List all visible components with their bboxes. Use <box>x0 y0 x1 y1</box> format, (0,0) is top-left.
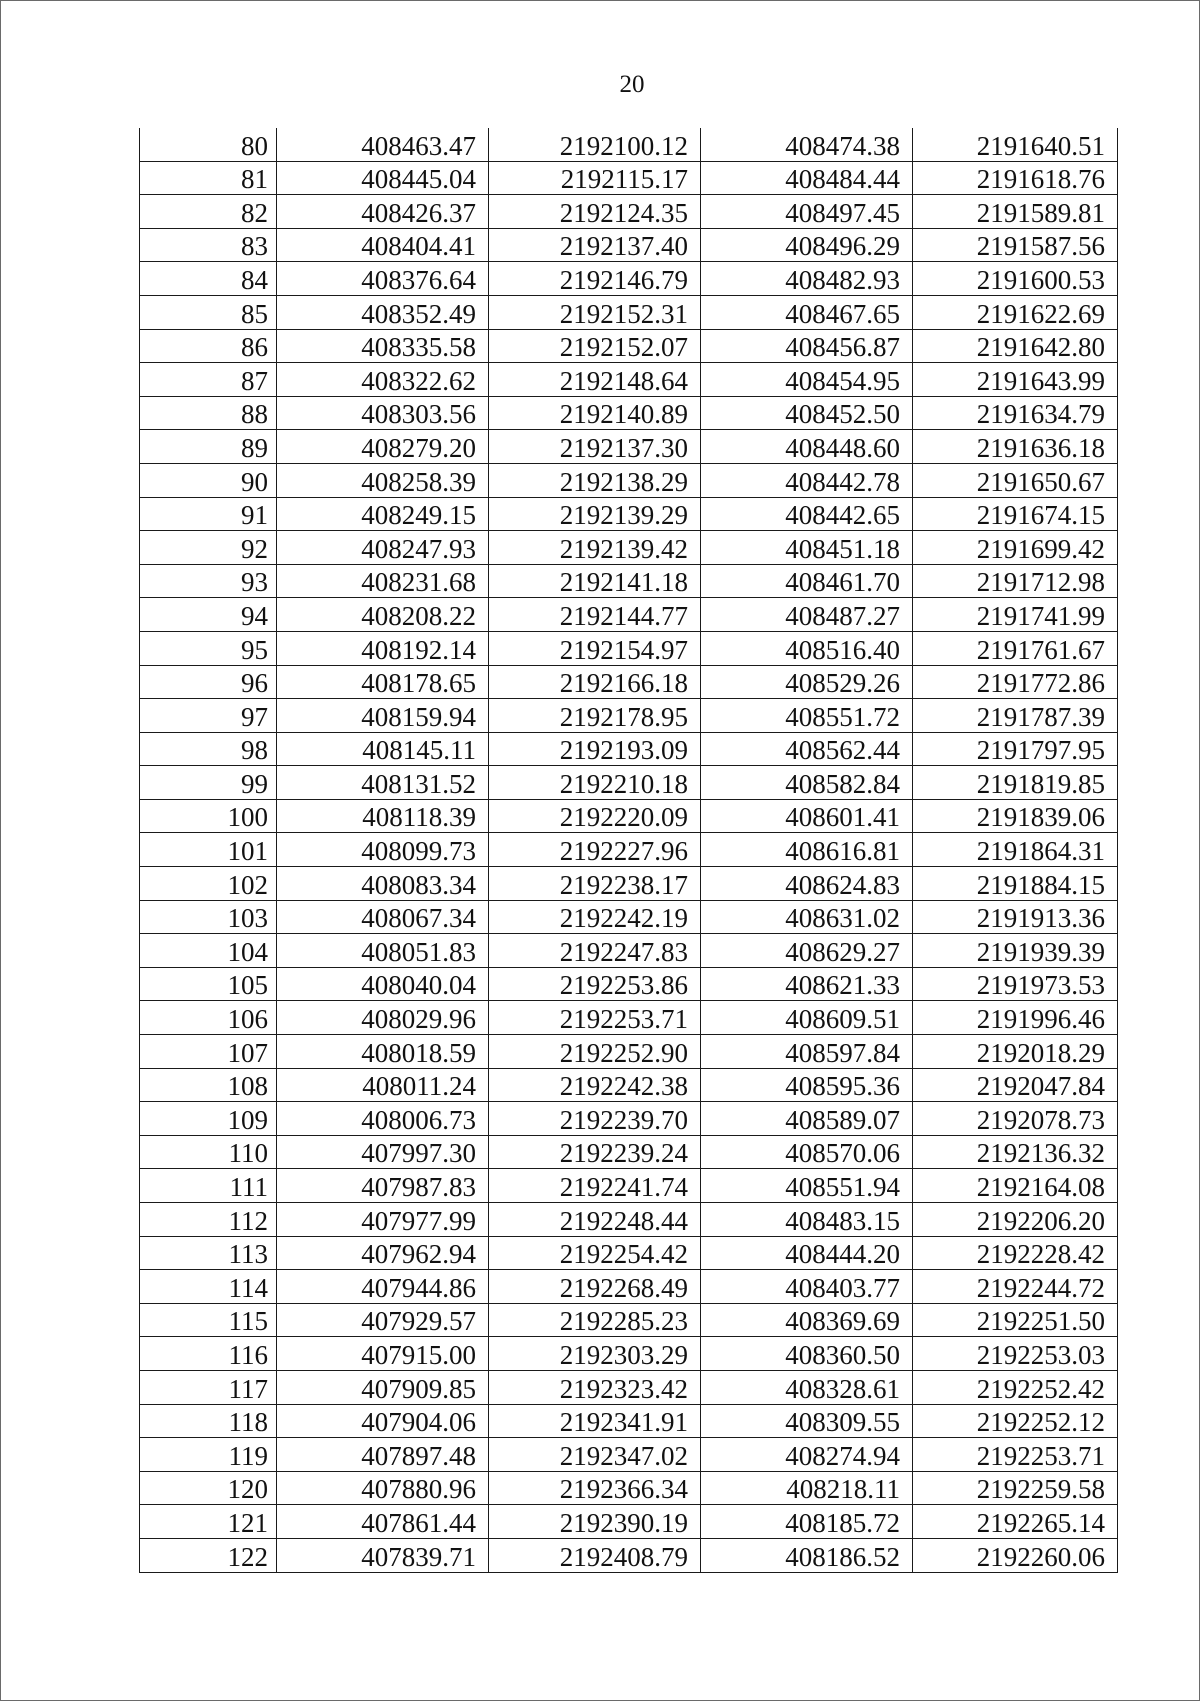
point-number-cell: 120 <box>140 1471 277 1505</box>
y2-cell: 2192047.84 <box>913 1068 1118 1102</box>
y2-cell: 2191797.95 <box>913 732 1118 766</box>
x2-cell: 408456.87 <box>701 329 913 363</box>
point-number-cell: 80 <box>140 128 277 161</box>
x2-cell: 408601.41 <box>701 799 913 833</box>
table-row <box>140 195 1118 229</box>
x2-cell: 408309.55 <box>701 1404 913 1438</box>
table-row <box>140 1203 1118 1237</box>
table-row <box>140 128 1118 161</box>
x1-cell: 408192.14 <box>277 631 489 665</box>
y2-cell: 2192164.08 <box>913 1169 1118 1203</box>
table-row <box>140 967 1118 1001</box>
point-number-cell: 111 <box>140 1169 277 1203</box>
table-row <box>140 699 1118 733</box>
x2-cell: 408629.27 <box>701 934 913 968</box>
y1-cell: 2192140.89 <box>489 396 701 430</box>
table-row <box>140 665 1118 699</box>
table-row <box>140 497 1118 531</box>
x2-cell: 408631.02 <box>701 900 913 934</box>
table-row <box>140 934 1118 968</box>
point-number-cell: 102 <box>140 867 277 901</box>
coordinate-table <box>139 128 1118 1573</box>
table-row <box>140 1102 1118 1136</box>
x2-cell: 408185.72 <box>701 1505 913 1539</box>
x2-cell: 408551.72 <box>701 699 913 733</box>
point-number-cell: 84 <box>140 262 277 296</box>
y1-cell: 2192115.17 <box>489 161 701 195</box>
x1-cell: 408249.15 <box>277 497 489 531</box>
y2-cell: 2191636.18 <box>913 430 1118 464</box>
y1-cell: 2192347.02 <box>489 1438 701 1472</box>
y2-cell: 2191640.51 <box>913 128 1118 161</box>
y1-cell: 2192141.18 <box>489 564 701 598</box>
y2-cell: 2192260.06 <box>913 1538 1118 1572</box>
x2-cell: 408274.94 <box>701 1438 913 1472</box>
x2-cell: 408218.11 <box>701 1471 913 1505</box>
point-number-cell: 115 <box>140 1303 277 1337</box>
y2-cell: 2191884.15 <box>913 867 1118 901</box>
y2-cell: 2191913.36 <box>913 900 1118 934</box>
point-number-cell: 105 <box>140 967 277 1001</box>
x1-cell: 408404.41 <box>277 228 489 262</box>
point-number-cell: 92 <box>140 531 277 565</box>
y2-cell: 2191618.76 <box>913 161 1118 195</box>
y1-cell: 2192303.29 <box>489 1337 701 1371</box>
x2-cell: 408516.40 <box>701 631 913 665</box>
y1-cell: 2192390.19 <box>489 1505 701 1539</box>
y1-cell: 2192148.64 <box>489 363 701 397</box>
x1-cell: 407861.44 <box>277 1505 489 1539</box>
x2-cell: 408461.70 <box>701 564 913 598</box>
x1-cell: 407929.57 <box>277 1303 489 1337</box>
x1-cell: 408303.56 <box>277 396 489 430</box>
y1-cell: 2192323.42 <box>489 1370 701 1404</box>
point-number-cell: 121 <box>140 1505 277 1539</box>
y1-cell: 2192366.34 <box>489 1471 701 1505</box>
x2-cell: 408444.20 <box>701 1236 913 1270</box>
x1-cell: 408376.64 <box>277 262 489 296</box>
y2-cell: 2191589.81 <box>913 195 1118 229</box>
point-number-cell: 122 <box>140 1538 277 1572</box>
x1-cell: 408352.49 <box>277 295 489 329</box>
y1-cell: 2192252.90 <box>489 1035 701 1069</box>
y2-cell: 2191634.79 <box>913 396 1118 430</box>
x1-cell: 408011.24 <box>277 1068 489 1102</box>
x2-cell: 408609.51 <box>701 1001 913 1035</box>
point-number-cell: 108 <box>140 1068 277 1102</box>
table-row <box>140 262 1118 296</box>
table-row <box>140 799 1118 833</box>
y2-cell: 2191643.99 <box>913 363 1118 397</box>
table-row <box>140 1538 1118 1572</box>
point-number-cell: 89 <box>140 430 277 464</box>
x2-cell: 408570.06 <box>701 1135 913 1169</box>
x1-cell: 408131.52 <box>277 766 489 800</box>
y1-cell: 2192254.42 <box>489 1236 701 1270</box>
point-number-cell: 103 <box>140 900 277 934</box>
x1-cell: 408083.34 <box>277 867 489 901</box>
table-row <box>140 363 1118 397</box>
point-number-cell: 119 <box>140 1438 277 1472</box>
y2-cell: 2191939.39 <box>913 934 1118 968</box>
x2-cell: 408496.29 <box>701 228 913 262</box>
x2-cell: 408487.27 <box>701 598 913 632</box>
x1-cell: 407880.96 <box>277 1471 489 1505</box>
point-number-cell: 91 <box>140 497 277 531</box>
x1-cell: 407997.30 <box>277 1135 489 1169</box>
y1-cell: 2192146.79 <box>489 262 701 296</box>
y2-cell: 2191712.98 <box>913 564 1118 598</box>
y2-cell: 2192078.73 <box>913 1102 1118 1136</box>
point-number-cell: 101 <box>140 833 277 867</box>
x2-cell: 408482.93 <box>701 262 913 296</box>
table-row <box>140 463 1118 497</box>
point-number-cell: 95 <box>140 631 277 665</box>
table-row <box>140 1068 1118 1102</box>
y1-cell: 2192139.29 <box>489 497 701 531</box>
point-number-cell: 83 <box>140 228 277 262</box>
table-row <box>140 564 1118 598</box>
y1-cell: 2192220.09 <box>489 799 701 833</box>
table-row <box>140 1135 1118 1169</box>
x2-cell: 408551.94 <box>701 1169 913 1203</box>
table-row <box>140 1370 1118 1404</box>
y1-cell: 2192238.17 <box>489 867 701 901</box>
table-row <box>140 631 1118 665</box>
point-number-cell: 106 <box>140 1001 277 1035</box>
x1-cell: 408099.73 <box>277 833 489 867</box>
y1-cell: 2192253.71 <box>489 1001 701 1035</box>
y2-cell: 2192228.42 <box>913 1236 1118 1270</box>
table-row <box>140 1035 1118 1069</box>
table-row <box>140 430 1118 464</box>
y1-cell: 2192178.95 <box>489 699 701 733</box>
coordinate-table-body <box>140 128 1118 1572</box>
table-row <box>140 1001 1118 1035</box>
y1-cell: 2192408.79 <box>489 1538 701 1572</box>
x1-cell: 407897.48 <box>277 1438 489 1472</box>
x2-cell: 408442.65 <box>701 497 913 531</box>
y1-cell: 2192227.96 <box>489 833 701 867</box>
y2-cell: 2191741.99 <box>913 598 1118 632</box>
x2-cell: 408360.50 <box>701 1337 913 1371</box>
x1-cell: 408335.58 <box>277 329 489 363</box>
table-row <box>140 732 1118 766</box>
point-number-cell: 100 <box>140 799 277 833</box>
point-number-cell: 81 <box>140 161 277 195</box>
y1-cell: 2192137.40 <box>489 228 701 262</box>
x1-cell: 408018.59 <box>277 1035 489 1069</box>
x1-cell: 408159.94 <box>277 699 489 733</box>
point-number-cell: 109 <box>140 1102 277 1136</box>
y2-cell: 2191600.53 <box>913 262 1118 296</box>
x1-cell: 408258.39 <box>277 463 489 497</box>
x1-cell: 408145.11 <box>277 732 489 766</box>
y2-cell: 2191761.67 <box>913 631 1118 665</box>
x2-cell: 408451.18 <box>701 531 913 565</box>
x2-cell: 408483.15 <box>701 1203 913 1237</box>
x1-cell: 408322.62 <box>277 363 489 397</box>
point-number-cell: 90 <box>140 463 277 497</box>
table-row <box>140 766 1118 800</box>
table-row <box>140 1471 1118 1505</box>
y2-cell: 2191787.39 <box>913 699 1118 733</box>
x1-cell: 408445.04 <box>277 161 489 195</box>
y1-cell: 2192139.42 <box>489 531 701 565</box>
y2-cell: 2192018.29 <box>913 1035 1118 1069</box>
point-number-cell: 110 <box>140 1135 277 1169</box>
x1-cell: 408279.20 <box>277 430 489 464</box>
table-row <box>140 1270 1118 1304</box>
table-row <box>140 295 1118 329</box>
y1-cell: 2192239.70 <box>489 1102 701 1136</box>
table-row <box>140 1337 1118 1371</box>
x2-cell: 408624.83 <box>701 867 913 901</box>
y2-cell: 2192253.03 <box>913 1337 1118 1371</box>
x2-cell: 408589.07 <box>701 1102 913 1136</box>
table-row <box>140 900 1118 934</box>
y2-cell: 2191674.15 <box>913 497 1118 531</box>
x1-cell: 408051.83 <box>277 934 489 968</box>
table-row <box>140 329 1118 363</box>
table-row <box>140 161 1118 195</box>
x1-cell: 407915.00 <box>277 1337 489 1371</box>
point-number-cell: 112 <box>140 1203 277 1237</box>
y2-cell: 2191839.06 <box>913 799 1118 833</box>
point-number-cell: 99 <box>140 766 277 800</box>
y2-cell: 2191973.53 <box>913 967 1118 1001</box>
page-number: 20 <box>619 71 645 98</box>
point-number-cell: 114 <box>140 1270 277 1304</box>
x2-cell: 408497.45 <box>701 195 913 229</box>
y1-cell: 2192341.91 <box>489 1404 701 1438</box>
y1-cell: 2192166.18 <box>489 665 701 699</box>
y2-cell: 2191819.85 <box>913 766 1118 800</box>
x2-cell: 408186.52 <box>701 1538 913 1572</box>
y2-cell: 2191622.69 <box>913 295 1118 329</box>
y2-cell: 2191772.86 <box>913 665 1118 699</box>
y2-cell: 2191699.42 <box>913 531 1118 565</box>
y1-cell: 2192144.77 <box>489 598 701 632</box>
y1-cell: 2192100.12 <box>489 128 701 161</box>
x2-cell: 408529.26 <box>701 665 913 699</box>
point-number-cell: 113 <box>140 1236 277 1270</box>
x1-cell: 408067.34 <box>277 900 489 934</box>
y1-cell: 2192124.35 <box>489 195 701 229</box>
table-row <box>140 1236 1118 1270</box>
y2-cell: 2192252.12 <box>913 1404 1118 1438</box>
point-number-cell: 118 <box>140 1404 277 1438</box>
point-number-cell: 104 <box>140 934 277 968</box>
y2-cell: 2191864.31 <box>913 833 1118 867</box>
x1-cell: 408231.68 <box>277 564 489 598</box>
y1-cell: 2192247.83 <box>489 934 701 968</box>
y2-cell: 2192251.50 <box>913 1303 1118 1337</box>
y2-cell: 2191587.56 <box>913 228 1118 262</box>
y2-cell: 2192136.32 <box>913 1135 1118 1169</box>
y1-cell: 2192268.49 <box>489 1270 701 1304</box>
y1-cell: 2192137.30 <box>489 430 701 464</box>
y1-cell: 2192152.31 <box>489 295 701 329</box>
point-number-cell: 85 <box>140 295 277 329</box>
table-row <box>140 396 1118 430</box>
point-number-cell: 97 <box>140 699 277 733</box>
y1-cell: 2192242.19 <box>489 900 701 934</box>
x2-cell: 408595.36 <box>701 1068 913 1102</box>
point-number-cell: 96 <box>140 665 277 699</box>
y1-cell: 2192242.38 <box>489 1068 701 1102</box>
y1-cell: 2192138.29 <box>489 463 701 497</box>
x1-cell: 407839.71 <box>277 1538 489 1572</box>
x1-cell: 408118.39 <box>277 799 489 833</box>
x1-cell: 407977.99 <box>277 1203 489 1237</box>
x2-cell: 408621.33 <box>701 967 913 1001</box>
y1-cell: 2192154.97 <box>489 631 701 665</box>
x1-cell: 408426.37 <box>277 195 489 229</box>
table-row <box>140 1404 1118 1438</box>
x2-cell: 408448.60 <box>701 430 913 464</box>
x1-cell: 407944.86 <box>277 1270 489 1304</box>
y1-cell: 2192285.23 <box>489 1303 701 1337</box>
x1-cell: 407987.83 <box>277 1169 489 1203</box>
x2-cell: 408582.84 <box>701 766 913 800</box>
x1-cell: 408208.22 <box>277 598 489 632</box>
table-row <box>140 228 1118 262</box>
x2-cell: 408452.50 <box>701 396 913 430</box>
x2-cell: 408616.81 <box>701 833 913 867</box>
x1-cell: 408040.04 <box>277 967 489 1001</box>
table-row <box>140 833 1118 867</box>
table-row <box>140 1438 1118 1472</box>
y2-cell: 2192244.72 <box>913 1270 1118 1304</box>
x2-cell: 408467.65 <box>701 295 913 329</box>
y1-cell: 2192152.07 <box>489 329 701 363</box>
y2-cell: 2192265.14 <box>913 1505 1118 1539</box>
x2-cell: 408403.77 <box>701 1270 913 1304</box>
point-number-cell: 93 <box>140 564 277 598</box>
y1-cell: 2192210.18 <box>489 766 701 800</box>
y2-cell: 2192253.71 <box>913 1438 1118 1472</box>
x1-cell: 408006.73 <box>277 1102 489 1136</box>
x2-cell: 408328.61 <box>701 1370 913 1404</box>
y2-cell: 2191996.46 <box>913 1001 1118 1035</box>
x2-cell: 408474.38 <box>701 128 913 161</box>
table-row <box>140 598 1118 632</box>
point-number-cell: 82 <box>140 195 277 229</box>
point-number-cell: 86 <box>140 329 277 363</box>
point-number-cell: 88 <box>140 396 277 430</box>
table-row <box>140 1169 1118 1203</box>
table-row <box>140 1505 1118 1539</box>
y2-cell: 2192259.58 <box>913 1471 1118 1505</box>
y1-cell: 2192241.74 <box>489 1169 701 1203</box>
x2-cell: 408369.69 <box>701 1303 913 1337</box>
x1-cell: 408178.65 <box>277 665 489 699</box>
x2-cell: 408484.44 <box>701 161 913 195</box>
x2-cell: 408597.84 <box>701 1035 913 1069</box>
point-number-cell: 87 <box>140 363 277 397</box>
x1-cell: 408029.96 <box>277 1001 489 1035</box>
point-number-cell: 94 <box>140 598 277 632</box>
y2-cell: 2191650.67 <box>913 463 1118 497</box>
x1-cell: 408247.93 <box>277 531 489 565</box>
x1-cell: 408463.47 <box>277 128 489 161</box>
point-number-cell: 116 <box>140 1337 277 1371</box>
y2-cell: 2192252.42 <box>913 1370 1118 1404</box>
table-row <box>140 1303 1118 1337</box>
point-number-cell: 117 <box>140 1370 277 1404</box>
x1-cell: 407909.85 <box>277 1370 489 1404</box>
x2-cell: 408442.78 <box>701 463 913 497</box>
y1-cell: 2192193.09 <box>489 732 701 766</box>
point-number-cell: 98 <box>140 732 277 766</box>
y1-cell: 2192248.44 <box>489 1203 701 1237</box>
y2-cell: 2191642.80 <box>913 329 1118 363</box>
x1-cell: 407962.94 <box>277 1236 489 1270</box>
point-number-cell: 107 <box>140 1035 277 1069</box>
y1-cell: 2192239.24 <box>489 1135 701 1169</box>
x2-cell: 408562.44 <box>701 732 913 766</box>
table-row <box>140 867 1118 901</box>
x2-cell: 408454.95 <box>701 363 913 397</box>
table-row <box>140 531 1118 565</box>
y1-cell: 2192253.86 <box>489 967 701 1001</box>
x1-cell: 407904.06 <box>277 1404 489 1438</box>
y2-cell: 2192206.20 <box>913 1203 1118 1237</box>
